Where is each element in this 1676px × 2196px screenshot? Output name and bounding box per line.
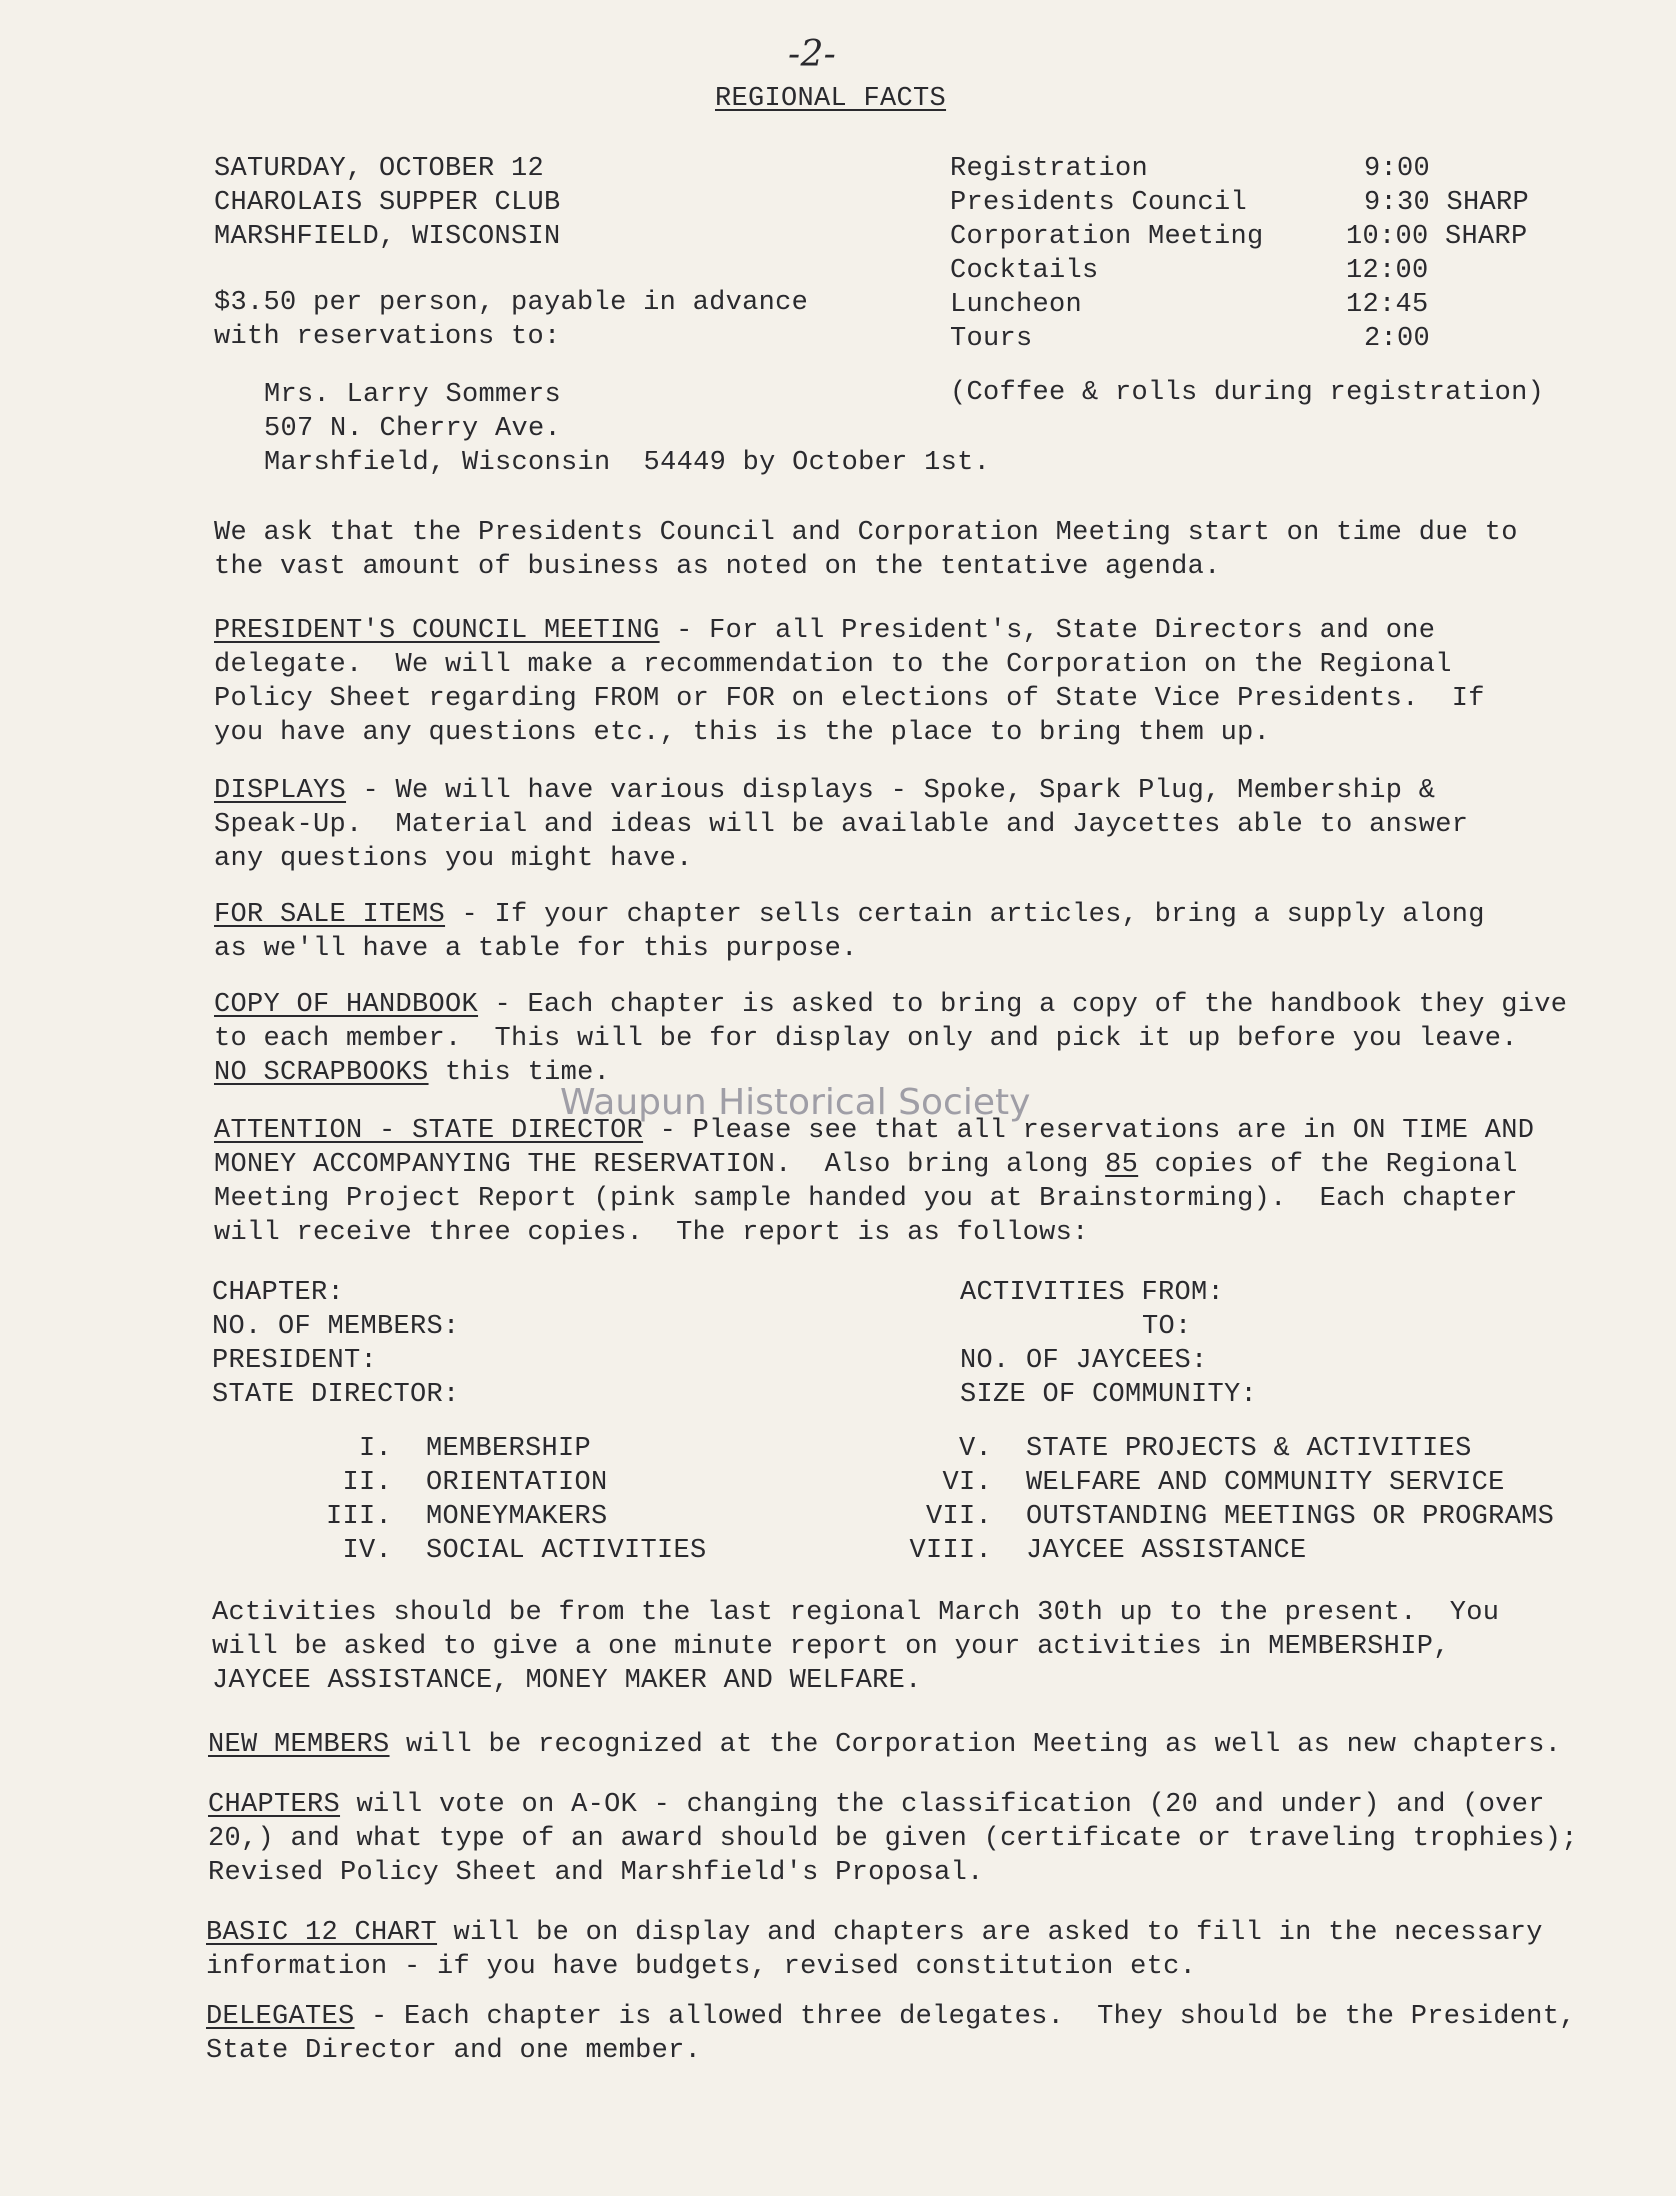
for-sale-text: - If your chapter sells certain articles, bring a supply along (445, 900, 1485, 930)
basic12-line (206, 1916, 1543, 1950)
scrapbooks-text: this time. (428, 1058, 611, 1088)
scrapbooks-line (214, 1056, 610, 1090)
category-name: ORIENTATION (426, 1468, 608, 1498)
schedule-time: 12:00 (1346, 256, 1429, 286)
displays-line: Speak-Up. Material and ideas will be available and Jaycettes able to answer (214, 810, 1469, 840)
schedule-time: 2:00 (1364, 324, 1431, 354)
address-line-3: Marshfield, Wisconsin 54449 by October 1st. (264, 448, 991, 478)
category-name: MEMBERSHIP (426, 1434, 592, 1464)
page-heading: REGIONAL FACTS (715, 84, 947, 114)
handbook-line (214, 988, 1567, 1022)
category-number: VII. (925, 1502, 992, 1532)
page-number: -2- (788, 34, 837, 75)
category-number: IV. (342, 1536, 392, 1566)
category-number: V. (958, 1434, 992, 1464)
basic12-title: BASIC 12 CHART (206, 1918, 438, 1948)
displays-line: any questions you might have. (214, 844, 693, 874)
intro-line: We ask that the Presidents Council and Corporation Meeting start on time due to (214, 518, 1518, 548)
schedule-item: Tours (950, 324, 1033, 354)
form-label: ACTIVITIES FROM: (960, 1278, 1225, 1308)
event-date: SATURDAY, OCTOBER 12 (214, 154, 545, 184)
category-number: III. (325, 1502, 392, 1532)
attention-text: copies of the Regional (1138, 1150, 1518, 1180)
category-name: STATE PROJECTS & ACTIVITIES (1026, 1434, 1472, 1464)
for-sale-line: as we'll have a table for this purpose. (214, 934, 858, 964)
chapters-text: will vote on A-OK - changing the classification (20 and under) and (over (340, 1790, 1545, 1820)
chapters-line (208, 1788, 1545, 1822)
intro-line: the vast amount of business as noted on the tentative agenda. (214, 552, 1221, 582)
schedule-item: Corporation Meeting (950, 222, 1264, 252)
category-number: II. (342, 1468, 392, 1498)
form-label: TO: (1142, 1312, 1192, 1342)
for-sale-title: FOR SALE ITEMS (214, 900, 446, 930)
attention-title: ATTENTION - STATE DIRECTOR (214, 1116, 644, 1146)
form-label: NO. OF MEMBERS: (212, 1312, 460, 1342)
schedule-time: 10:00 SHARP (1346, 222, 1528, 252)
schedule-item: Presidents Council (950, 188, 1248, 218)
chapters-line: Revised Policy Sheet and Marshfield's Proposal. (208, 1858, 984, 1888)
category-name: JAYCEE ASSISTANCE (1026, 1536, 1307, 1566)
delegates-text: - Each chapter is allowed three delegates. They should be the President, (354, 2002, 1576, 2032)
presidents-council-line (214, 614, 1435, 648)
for-sale-line (214, 898, 1485, 932)
attention-text: - Please see that all reservations are in ON TIME AND (643, 1116, 1535, 1146)
price-line-1: $3.50 per person, payable in advance (214, 288, 809, 318)
presidents-council-line: you have any questions etc., this is the place to bring them up. (214, 718, 1271, 748)
address-line-1: Mrs. Larry Sommers (264, 380, 562, 410)
form-label: CHAPTER: (212, 1278, 345, 1308)
category-number: I. (358, 1434, 392, 1464)
schedule-time: 12:45 (1346, 290, 1429, 320)
form-label: PRESIDENT: (212, 1346, 378, 1376)
attention-line (214, 1148, 1518, 1182)
schedule-time: 9:00 (1364, 154, 1431, 184)
form-label: SIZE OF COMMUNITY: (960, 1380, 1258, 1410)
attention-text: MONEY ACCOMPANYING THE RESERVATION. Also bring along (214, 1150, 1106, 1180)
copies-count: 85 (1105, 1150, 1139, 1180)
schedule-note: (Coffee & rolls during registration) (950, 378, 1545, 408)
basic12-line: information - if you have budgets, revised constitution etc. (206, 1952, 1197, 1982)
delegates-line: State Director and one member. (206, 2036, 702, 2066)
presidents-council-line: Policy Sheet regarding FROM or FOR on elections of State Vice Presidents. If (214, 684, 1485, 714)
form-label: STATE DIRECTOR: (212, 1380, 460, 1410)
chapters-line: 20,) and what type of an award should be given (certificate or traveling trophies); (208, 1824, 1578, 1854)
event-city: MARSHFIELD, WISCONSIN (214, 222, 561, 252)
delegates-title: DELEGATES (206, 2002, 355, 2032)
chapters-title: CHAPTERS (208, 1790, 341, 1820)
handbook-text: - Each chapter is asked to bring a copy of the handbook they give (478, 990, 1568, 1020)
schedule-item: Registration (950, 154, 1149, 184)
displays-line (214, 774, 1435, 808)
category-name: MONEYMAKERS (426, 1502, 608, 1532)
address-line-2: 507 N. Cherry Ave. (264, 414, 562, 444)
scrapbooks-title: NO SCRAPBOOKS (214, 1058, 429, 1088)
schedule-item: Luncheon (950, 290, 1083, 320)
price-line-2: with reservations to: (214, 322, 561, 352)
schedule-item: Cocktails (950, 256, 1099, 286)
category-name: WELFARE AND COMMUNITY SERVICE (1026, 1468, 1505, 1498)
presidents-council-text: - For all President's, State Directors and one (659, 616, 1436, 646)
watermark: Waupun Historical Society (560, 1082, 1031, 1123)
new-members-title: NEW MEMBERS (208, 1730, 390, 1760)
category-name: OUTSTANDING MEETINGS OR PROGRAMS (1026, 1502, 1555, 1532)
category-name: SOCIAL ACTIVITIES (426, 1536, 707, 1566)
schedule-time: 9:30 SHARP (1364, 188, 1530, 218)
event-venue: CHAROLAIS SUPPER CLUB (214, 188, 561, 218)
handbook-title: COPY OF HANDBOOK (214, 990, 479, 1020)
attention-line: will receive three copies. The report is as follows: (214, 1218, 1089, 1248)
new-members-text: will be recognized at the Corporation Meeting as well as new chapters. (389, 1730, 1562, 1760)
presidents-council-line: delegate. We will make a recommendation to the Corporation on the Regional (214, 650, 1452, 680)
activities-line: will be asked to give a one minute report on your activities in MEMBERSHIP, (212, 1632, 1450, 1662)
basic12-text: will be on display and chapters are asked to fill in the necessary (437, 1918, 1543, 1948)
activities-line: JAYCEE ASSISTANCE, MONEY MAKER AND WELFARE. (212, 1666, 922, 1696)
new-members-line (208, 1728, 1561, 1762)
category-number: VIII. (909, 1536, 992, 1566)
displays-title: DISPLAYS (214, 776, 347, 806)
delegates-line (206, 2000, 1576, 2034)
handbook-line: to each member. This will be for display only and pick it up before you leave. (214, 1024, 1518, 1054)
displays-text: - We will have various displays - Spoke, Spark Plug, Membership & (346, 776, 1436, 806)
presidents-council-title: PRESIDENT'S COUNCIL MEETING (214, 616, 660, 646)
attention-line: Meeting Project Report (pink sample handed you at Brainstorming). Each chapter (214, 1184, 1518, 1214)
form-label: NO. OF JAYCEES: (960, 1346, 1208, 1376)
category-number: VI. (942, 1468, 992, 1498)
activities-line: Activities should be from the last regional March 30th up to the present. You (212, 1598, 1500, 1628)
